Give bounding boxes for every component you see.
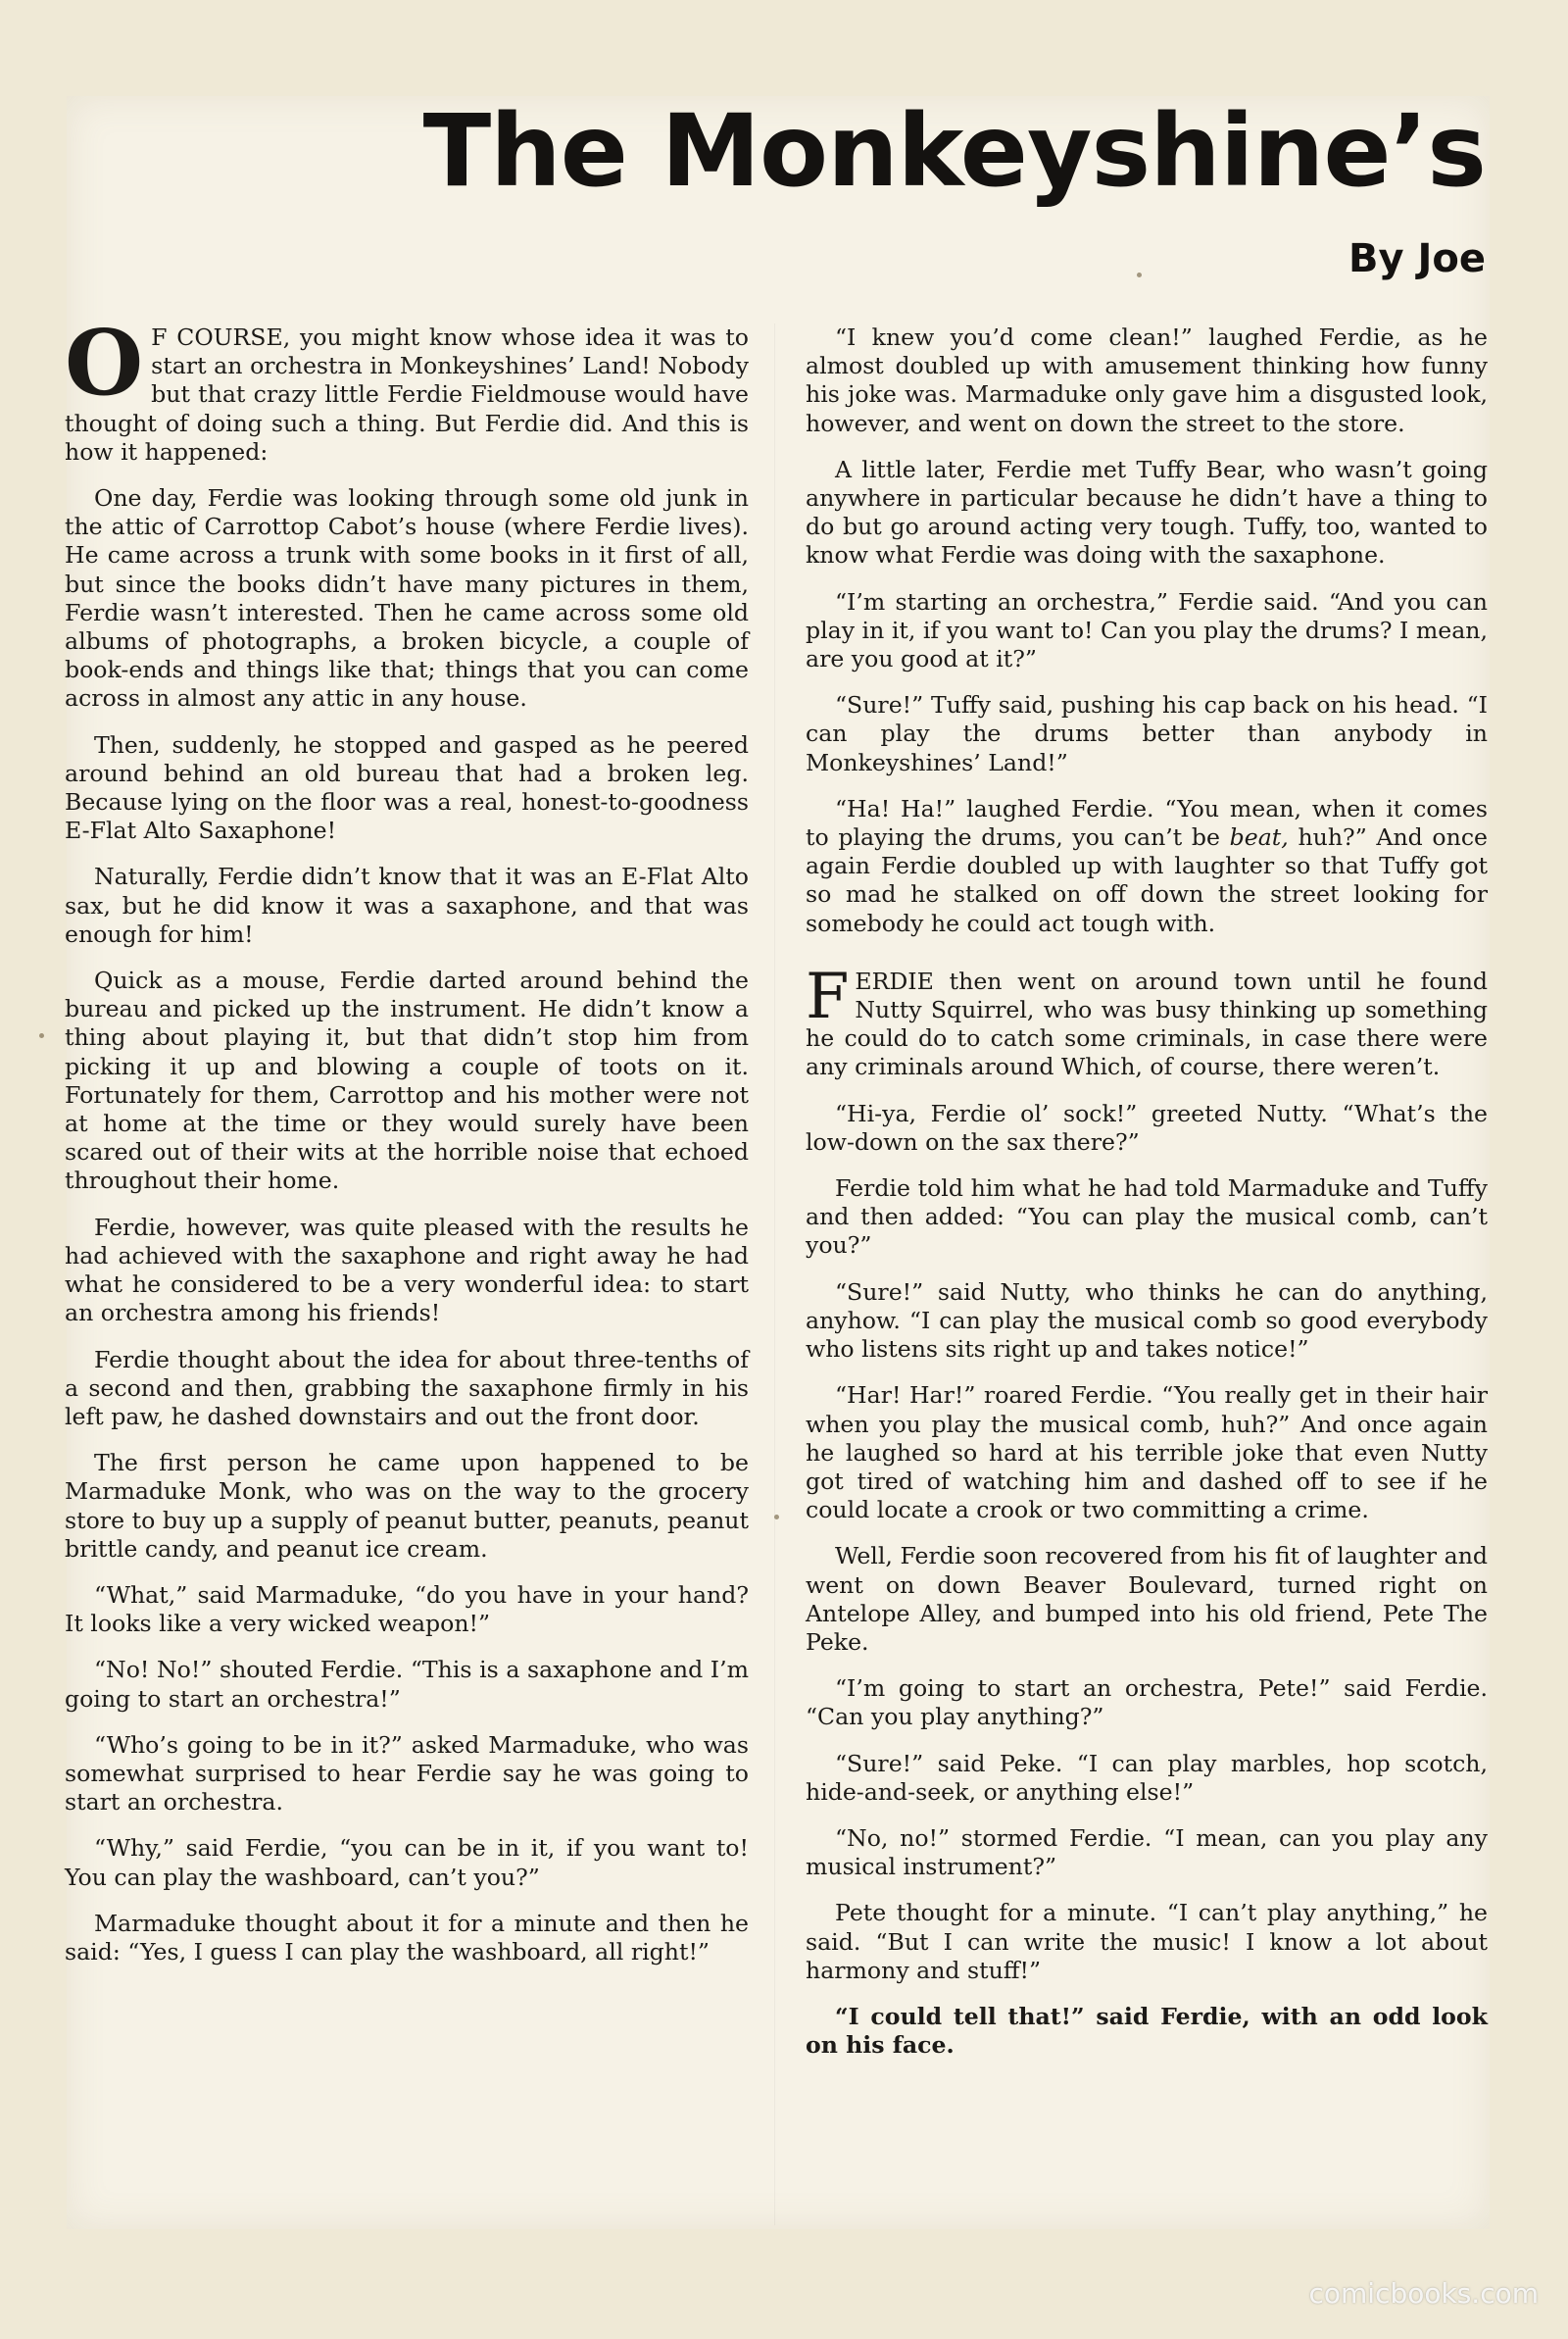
byline: By Joe xyxy=(1348,236,1486,281)
paragraph: Pete thought for a minute. “I can’t play anything,” he said. “But I can write the music! I know a lot about harmony and stuff!” xyxy=(806,1899,1488,1984)
paragraph: Ferdie thought about the idea for about three-tenths of a second and then, grabbing the saxaphone firmly in his left paw, he dashed downstairs and out the front door. xyxy=(65,1345,749,1430)
paragraph: A little later, Ferdie met Tuffy Bear, who wasn’t going anywhere in particular because he didn’t have a thing to do but go around acting very tough. Tuffy, too, wanted to know what Ferdie was doing with the saxaphone. xyxy=(806,455,1488,570)
paragraph: Ferdie told him what he had told Marmaduke and Tuffy and then added: “You can play the musical comb, can’t you?” xyxy=(806,1174,1488,1260)
paragraph-text: then went on around town until he found Nutty Squirrel, who was busy thinking up something he could do to catch some criminals, in case there were any criminals around Which, of course, there weren’t. xyxy=(806,967,1488,1081)
paragraph: “Sure!” Tuffy said, pushing his cap back on his head. “I can play the drums better than anybody in Monkeyshines’ Land!” xyxy=(806,691,1488,776)
paragraph-text: huh?” And once again Ferdie doubled up with laughter so that Tuffy got so mad he stalked on off down the street looking for somebody he could act tough with. xyxy=(806,823,1488,937)
paragraph: “I’m going to start an orchestra, Pete!” said Ferdie. “Can you play anything?” xyxy=(806,1674,1488,1731)
left-column xyxy=(65,310,749,1984)
paragraph-text: you might know whose idea it was to start an orchestra in Monkeyshines’ Land! Nobody but that crazy little Ferdie Fieldmouse would have thought of doing such a thing. But Ferdie did. And this is how it happened: xyxy=(65,323,749,466)
paragraph: “Har! Har!” roared Ferdie. “You really get in their hair when you play the musical comb, huh?” And once again he laughed so hard at his terrible joke that even Nutty got tired of watching him and dashed off to see if he could locate a crook or two committing a crime. xyxy=(806,1381,1488,1524)
paragraph: The first person he came upon happened to be Marmaduke Monk, who was on the way to the grocery store to buy up a supply of peanut butter, peanuts, peanut brittle candy, and peanut ice cream. xyxy=(65,1449,749,1563)
drop-cap: F xyxy=(806,960,850,1033)
paragraph: One day, Ferdie was looking through some old junk in the attic of Carrottop Cabot’s house (where Ferdie lives). He came across a trunk with some books in it first of all, but since the books didn’t have many pictures in them, Ferdie wasn’t interested. Then he came across some old albums of photographs, a broken bicycle, a couple of book-ends and things like that; things that you can come across in almost any attic in any house. xyxy=(65,484,749,713)
paragraph: “Sure!” said Peke. “I can play marbles, hop scotch, hide-and-seek, or anything else!” xyxy=(806,1749,1488,1806)
paragraph: “What,” said Marmaduke, “do you have in your hand? It looks like a very wicked weapon!” xyxy=(65,1580,749,1638)
paragraph: “No! No!” shouted Ferdie. “This is a saxaphone and I’m going to start an orchestra!” xyxy=(65,1656,749,1713)
paragraph xyxy=(806,795,1488,938)
paragraph: “Sure!” said Nutty, who thinks he can do anything, anyhow. “I can play the musical comb so good everybody who listens sits right up and takes notice!” xyxy=(806,1277,1488,1364)
story-title: The Monkeyshine’s xyxy=(422,93,1486,210)
paragraph-text: “Ha! Ha!” laughed Ferdie. “You mean, when it comes to playing the drums, you can’t be xyxy=(806,794,1488,852)
paragraph xyxy=(65,310,749,467)
paragraph: Marmaduke thought about it for a minute and then he said: “Yes, I guess I can play the washboard, all right!” xyxy=(65,1909,749,1966)
column-gutter xyxy=(774,323,775,2225)
paragraph: Ferdie, however, was quite pleased with the results he had achieved with the saxaphone and right away he had what he considered to be a very wonderful idea: to start an orchestra among his friends! xyxy=(65,1213,749,1327)
paragraph: Well, Ferdie soon recovered from his fit of laughter and went on down Beaver Boulevard, turned right on Antelope Alley, and bumped into his old friend, Pete The Peke. xyxy=(806,1542,1488,1656)
paragraph: Then, suddenly, he stopped and gasped as he peered around behind an old bureau that had a broken leg. Because lying on the floor was a real, honest-to-goodness E-Flat Alto Saxaphone! xyxy=(65,730,749,845)
emphasis-text: beat, xyxy=(1229,823,1289,852)
lead-in: F COURSE, xyxy=(151,323,291,351)
paragraph: “No, no!” stormed Ferdie. “I mean, can you play any musical instrument?” xyxy=(806,1823,1488,1881)
print-speck xyxy=(774,1515,779,1519)
right-column xyxy=(806,323,1488,2077)
paragraph: “Why,” said Ferdie, “you can be in it, if you want to! You can play the washboard, can’t you?” xyxy=(65,1834,749,1891)
print-speck xyxy=(1137,273,1142,277)
paragraph: “I could tell that!” said Ferdie, with an odd look on his face. xyxy=(806,2002,1488,2060)
paragraph: Quick as a mouse, Ferdie darted around behind the bureau and picked up the instrument. He didn’t know a thing about playing it, but that didn’t stop him from picking it up and blowing a couple of toots on it. Fortunately for them, Carrottop and his mother were not at home at the time or they would surely have been scared out of their wits at the horrible noise that echoed throughout their home. xyxy=(65,967,749,1195)
paragraph: Naturally, Ferdie didn’t know that it was an E-Flat Alto sax, but he did know it was a saxaphone, and that was enough for him! xyxy=(65,863,749,948)
print-speck xyxy=(39,1033,44,1038)
paragraph: “I’m starting an orchestra,” Ferdie said. “And you can play in it, if you want to! Can you play the drums? I mean, are you good at it?” xyxy=(806,587,1488,673)
drop-cap: O xyxy=(65,310,144,416)
lead-in: ERDIE xyxy=(855,967,934,995)
paragraph: “Hi-ya, Ferdie ol’ sock!” greeted Nutty. “What’s the low-down on the sax there?” xyxy=(806,1099,1488,1156)
watermark: comicbooks.com xyxy=(1308,2277,1539,2310)
paragraph: “Who’s going to be in it?” asked Marmaduke, who was somewhat surprised to hear Ferdie say he was going to start an orchestra. xyxy=(65,1730,749,1816)
paragraph xyxy=(806,960,1488,1082)
paragraph: “I knew you’d come clean!” laughed Ferdie, as he almost doubled up with amusement thinking how funny his joke was. Marmaduke only gave him a disgusted look, however, and went on down the street to the store. xyxy=(806,323,1488,437)
